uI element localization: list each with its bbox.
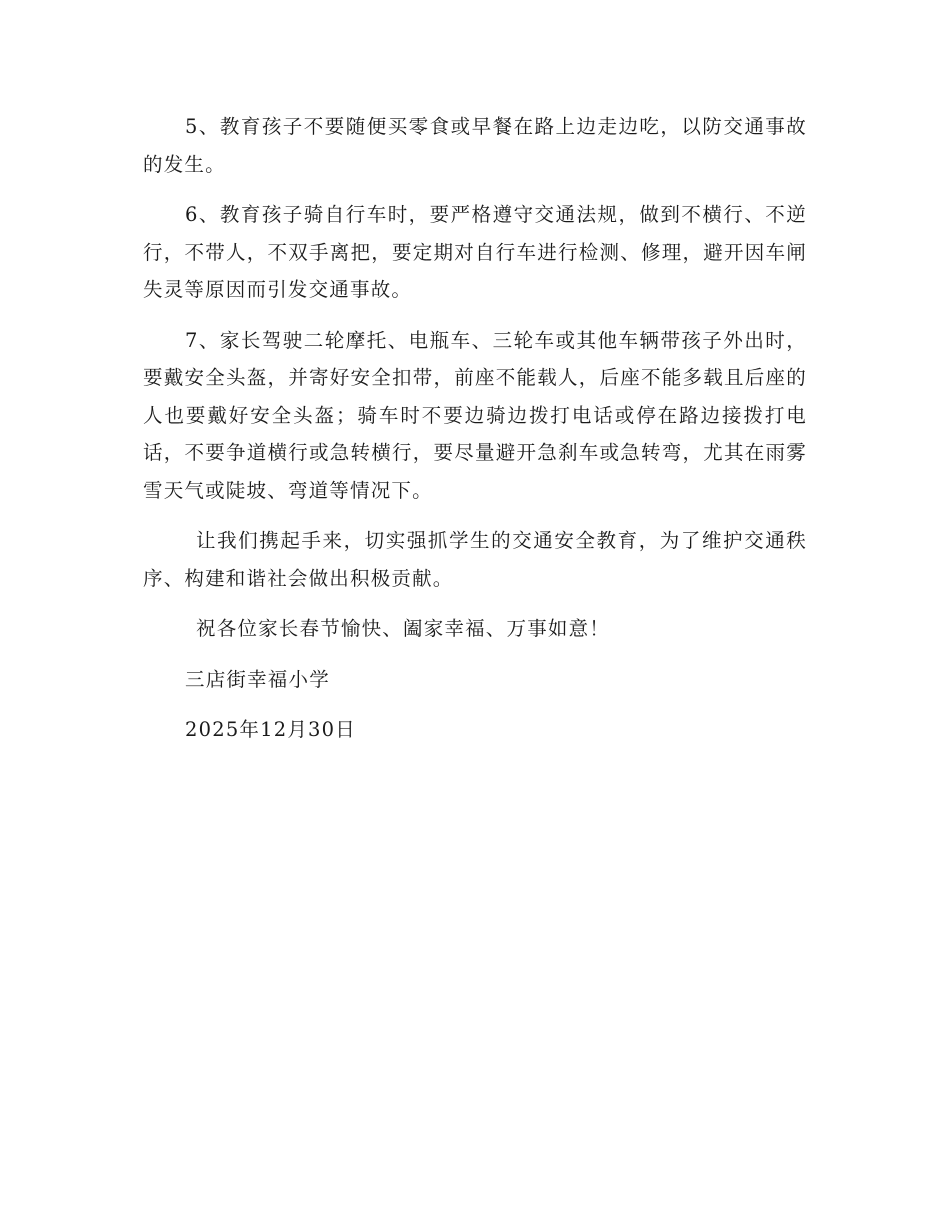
paragraph-item-6: 6、教育孩子骑自行车时，要严格遵守交通法规，做到不横行、不逆行，不带人，不双手离把，要定期对自行车进行检测、修理，避开因车闸失灵等原因而引发交通事故。 [143,203,807,301]
document-body [143,108,807,762]
call-to-action-paragraph: 让我们携起手来，切实强抓学生的交通安全教育，为了维护交通秩序、构建和谐社会做出积极贡献。 [143,529,807,590]
paragraph-item-5: 5、教育孩子不要随便买零食或早餐在路上边走边吃，以防交通事故的发生。 [143,115,807,176]
signature-date: 2025年12月30日 [185,718,356,741]
greeting-line: 祝各位家长春节愉快、阖家幸福、万事如意！ [196,617,611,640]
paragraph-item-7: 7、家长驾驶二轮摩托、电瓶车、三轮车或其他车辆带孩子外出时，要戴安全头盔，并寄好安全扣带，前座不能载人，后座不能多载且后座的人也要戴好安全头盔；骑车时不要边骑边拨打电话或停在路边接拨打电话，不要争道横行或急转横行，要尽量避开急刹车或急转弯，尤其在雨雾雪天气或陡坡、弯道等情况下。 [143,328,807,502]
signature-school: 三店街幸福小学 [185,667,330,691]
